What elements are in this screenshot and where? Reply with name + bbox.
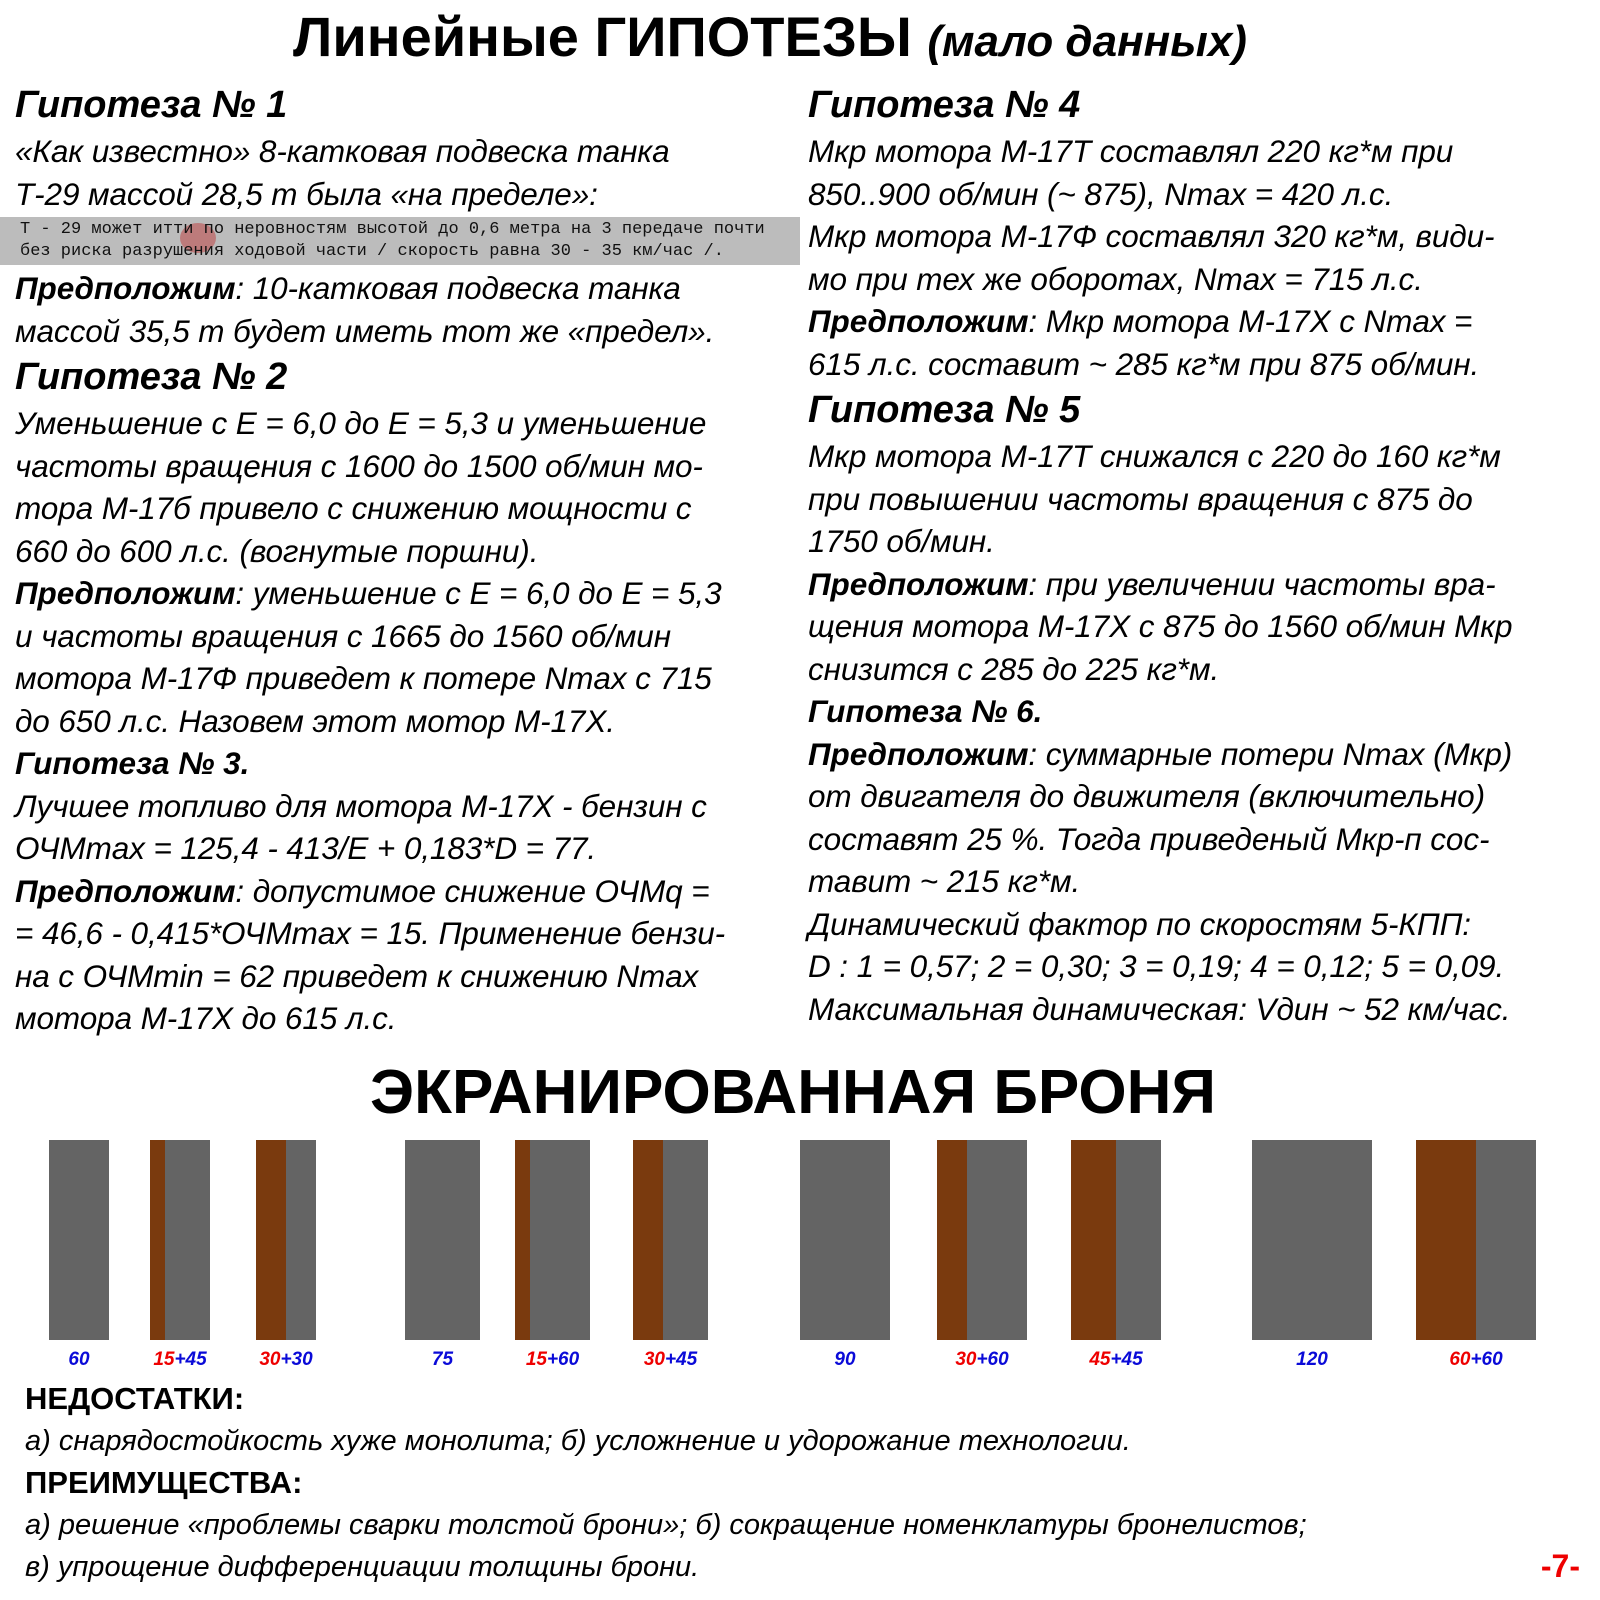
assume-label: Предположим	[15, 270, 236, 306]
plate-thickness-label	[432, 1349, 453, 1371]
hypothesis-3-text: ОЧМmax = 125,4 - 413/Е + 0,183*D = 77.	[15, 830, 597, 866]
main-armor-layer	[405, 1140, 480, 1340]
hypothesis-4-heading: Гипотеза № 4	[808, 84, 1081, 126]
armor-plate	[515, 1140, 590, 1340]
main-thickness: 60	[68, 1349, 90, 1370]
hypothesis-4-text: мо при тех же оборотах, Nmax = 715 л.с.	[808, 260, 1423, 297]
hypothesis-5-assumption: снизится с 285 до 225 кг*м.	[808, 650, 1220, 687]
assume-label: Предположим	[808, 565, 1029, 602]
assumption-text: : Мкр мотора М-17Х с Nmax =	[1028, 303, 1473, 339]
hypothesis-3-heading: Гипотеза № 3.	[15, 745, 250, 781]
hypothesis-3-assumption: на с ОЧМmin = 62 приведет к снижению Nmax	[15, 957, 699, 994]
plate-thickness-label	[1089, 1349, 1142, 1371]
cons-heading: НЕДОСТАТКИ:	[25, 1381, 245, 1416]
hypothesis-5-text: 1750 об/мин.	[808, 523, 995, 559]
screen-layer	[937, 1140, 967, 1340]
hypothesis-3-assumption: = 46,6 - 0,415*ОЧМmax = 15. Применение бензи-	[15, 915, 726, 951]
archive-quote-scan	[0, 217, 800, 265]
plate-thickness-label	[153, 1349, 206, 1371]
page-title	[0, 2, 1540, 77]
right-column	[808, 80, 1598, 1030]
main-armor-layer	[165, 1140, 210, 1340]
screen-thickness: 30	[643, 1349, 665, 1370]
plate-thickness-label	[644, 1349, 697, 1371]
main-thickness: +45	[1110, 1349, 1143, 1370]
assumption-text: : при увеличении частоты вра-	[1028, 565, 1496, 602]
hypothesis-2-text: тора М-17б привело с снижению мощности с	[15, 490, 692, 526]
plate-thickness-label	[955, 1349, 1008, 1371]
hypothesis-1-text: Т-29 массой 28,5 т была «на пределе»:	[15, 175, 598, 212]
archive-quote-line: без риска разрушения ходовой части / скорость равна 30 - 35 км/час /.	[20, 242, 724, 261]
main-armor-layer	[663, 1140, 708, 1340]
hypothesis-1-assumption	[15, 267, 805, 310]
screen-thickness: 30	[259, 1349, 281, 1370]
hypothesis-4-text: 850..900 об/мин (~ 875), Nmax = 420 л.с.	[808, 175, 1394, 212]
main-armor-layer	[286, 1140, 316, 1340]
screen-thickness: 60	[1449, 1349, 1471, 1370]
assumption-text: : 10-катковая подвеска танка	[235, 270, 681, 306]
plate-thickness-label	[68, 1349, 89, 1371]
hypothesis-6-assumption: от двигателя до движителя (включительно)	[808, 778, 1485, 814]
armor-plate	[49, 1140, 109, 1340]
main-armor-layer	[967, 1140, 1027, 1340]
armor-section-title: ЭКРАНИРОВАННАЯ БРОНЯ	[370, 1058, 1216, 1127]
assume-label: Предположим	[15, 575, 236, 611]
main-armor-layer	[1116, 1140, 1161, 1340]
screen-layer	[256, 1140, 286, 1340]
armor-plate	[1071, 1140, 1161, 1340]
screen-layer	[150, 1140, 165, 1340]
dynamic-factor-values: D : 1 = 0,57; 2 = 0,30; 3 = 0,19; 4 = 0,12; 5 = 0,09.	[808, 948, 1505, 984]
hypothesis-1-assumption: массой 35,5 т будет иметь тот же «предел».	[15, 312, 715, 349]
hypothesis-1-heading: Гипотеза № 1	[15, 84, 288, 126]
main-thickness: +60	[546, 1349, 580, 1370]
main-thickness: 75	[431, 1349, 454, 1370]
hypothesis-6-assumption: тавит ~ 215 кг*м.	[808, 863, 1081, 899]
plate-thickness-label	[259, 1349, 312, 1371]
armor-plate	[150, 1140, 210, 1340]
hypothesis-5-text: Мкр мотора М-17Т снижался с 220 до 160 кг*м	[808, 438, 1501, 474]
hypothesis-5-assumption	[808, 563, 1598, 606]
hypothesis-4-assumption	[808, 300, 1598, 343]
hypothesis-6-assumption	[808, 733, 1598, 776]
hypothesis-3-text: Лучшее топливо для мотора М-17Х - бензин с	[15, 787, 707, 824]
cons-text: а) снарядостойкость хуже монолита; б) усложнение и удорожание технологии.	[25, 1425, 1131, 1457]
hypothesis-3-assumption	[15, 870, 805, 913]
main-armor-layer	[1252, 1140, 1372, 1340]
armor-plates-diagram	[0, 1140, 1600, 1405]
pros-text: а) решение «проблемы сварки толстой брони»; б) сокращение номенклатуры бронелистов;	[25, 1509, 1307, 1541]
plate-thickness-label	[526, 1349, 579, 1371]
armor-plate	[633, 1140, 708, 1340]
dynamic-factor-text: Динамический фактор по скоростям 5-КПП:	[808, 905, 1471, 942]
main-armor-layer	[800, 1140, 890, 1340]
hypothesis-6-heading: Гипотеза № 6.	[808, 693, 1043, 729]
hypothesis-6-assumption: составят 25 %. Тогда приведеный Мкр-п сос-	[808, 820, 1490, 857]
pros-heading: ПРЕИМУЩЕСТВА:	[25, 1465, 303, 1500]
assume-label: Предположим	[808, 735, 1029, 772]
armor-plate	[1252, 1140, 1372, 1340]
title-main: Линейные ГИПОТЕЗЫ	[293, 5, 912, 68]
main-thickness: 120	[1296, 1349, 1328, 1370]
screen-thickness: 15	[153, 1349, 175, 1370]
assume-label: Предположим	[15, 872, 236, 909]
left-column	[15, 80, 805, 1040]
main-armor-layer	[49, 1140, 109, 1340]
main-thickness: +60	[976, 1349, 1009, 1370]
hypothesis-2-assumption: и частоты вращения с 1665 до 1560 об/мин	[15, 617, 671, 654]
hypothesis-5-assumption: щения мотора М-17Х с 875 до 1560 об/мин Мкр	[808, 608, 1513, 644]
assumption-text: : допустимое снижение ОЧМq =	[235, 872, 710, 909]
armor-plate	[405, 1140, 480, 1340]
screen-thickness: 30	[955, 1349, 977, 1370]
main-thickness: +45	[174, 1349, 207, 1370]
plate-thickness-label	[1449, 1349, 1502, 1371]
hypothesis-4-assumption: 615 л.с. составит ~ 285 кг*м при 875 об/мин.	[808, 345, 1480, 382]
main-thickness: 90	[834, 1349, 856, 1370]
page-number: -7-	[1540, 1548, 1580, 1584]
screen-thickness: 15	[525, 1349, 547, 1370]
max-dynamic-speed: Максимальная динамическая: Vдин ~ 52 км/час.	[808, 990, 1511, 1027]
hypothesis-1-text: «Как известно» 8-катковая подвеска танка	[15, 133, 670, 169]
title-subtitle: (мало данных)	[927, 17, 1247, 66]
hypothesis-2-assumption: до 650 л.с. Назовем этот мотор М-17Х.	[15, 702, 615, 739]
hypothesis-5-heading: Гипотеза № 5	[808, 389, 1081, 431]
armor-plate	[256, 1140, 316, 1340]
main-thickness: +60	[1470, 1349, 1503, 1370]
hypothesis-2-text: частоты вращения с 1600 до 1500 об/мин мо-	[15, 447, 703, 484]
hypothesis-4-text: Мкр мотора М-17Т составлял 220 кг*м при	[808, 133, 1454, 169]
screen-layer	[633, 1140, 663, 1340]
screen-layer	[515, 1140, 530, 1340]
assumption-text: : уменьшение с Е = 6,0 до Е = 5,3	[235, 575, 722, 611]
hypothesis-2-text: Уменьшение с Е = 6,0 до Е = 5,3 и уменьшение	[15, 405, 707, 441]
hypothesis-2-assumption: мотора М-17Ф приведет к потере Nmax с 715	[15, 660, 712, 696]
screen-layer	[1071, 1140, 1116, 1340]
plate-thickness-label	[1296, 1349, 1328, 1371]
hypothesis-3-assumption: мотора М-17Х до 615 л.с.	[15, 1000, 397, 1036]
hypothesis-4-text: Мкр мотора М-17Ф составлял 320 кг*м, види-	[808, 218, 1495, 254]
armor-plate	[1416, 1140, 1536, 1340]
pros-text: в) упрощение дифференциации толщины брони.	[25, 1551, 700, 1583]
hypothesis-5-text: при повышении частоты вращения с 875 до	[808, 480, 1473, 517]
main-thickness: +45	[664, 1349, 698, 1370]
main-thickness: +30	[280, 1349, 313, 1370]
hypothesis-2-heading: Гипотеза № 2	[15, 356, 288, 398]
armor-plate	[937, 1140, 1027, 1340]
armor-plate	[800, 1140, 890, 1340]
screen-layer	[1416, 1140, 1476, 1340]
archive-quote-line: Т - 29 может итти по неровностям высотой до 0,6 метра на 3 передаче почти	[20, 220, 765, 239]
main-armor-layer	[1476, 1140, 1536, 1340]
hypothesis-2-text: 660 до 600 л.с. (вогнутые поршни).	[15, 532, 539, 569]
screen-thickness: 45	[1089, 1349, 1111, 1370]
pros-cons-section	[25, 1378, 1585, 1588]
assume-label: Предположим	[808, 303, 1029, 339]
plate-thickness-label	[834, 1349, 855, 1371]
assumption-text: : суммарные потери Nmax (Мкр)	[1028, 735, 1513, 772]
hypothesis-2-assumption	[15, 572, 805, 615]
main-armor-layer	[530, 1140, 590, 1340]
